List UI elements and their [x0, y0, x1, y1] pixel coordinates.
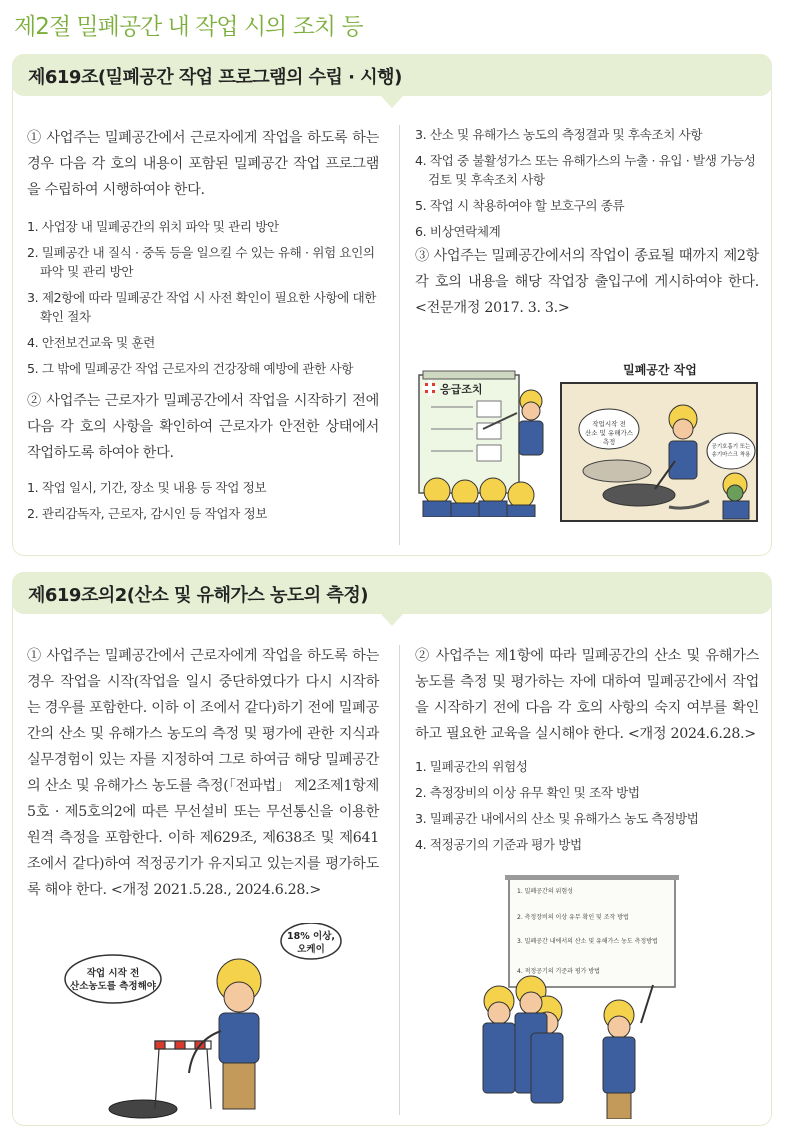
list-item: 4. 적정공기의 기준과 평가 방법	[415, 837, 582, 852]
board-title: 응급조치	[440, 383, 483, 396]
list-item: 5. 작업 시 착용하여야 할 보호구의 종류	[415, 198, 625, 213]
board-item: 2. 측정장비의 이상 유무 확인 및 조작 방법	[517, 914, 629, 921]
list-item: 3. 밀폐공간 내에서의 산소 및 유해가스 농도 측정방법	[415, 811, 699, 826]
svg-text:송기마스크 착용: 송기마스크 착용	[711, 452, 751, 458]
list-item: 1. 작업 일시, 기간, 장소 및 내용 등 작업 정보	[27, 480, 267, 495]
article-619-right-column	[415, 125, 759, 321]
svg-text:산소 및 유해가스: 산소 및 유해가스	[584, 429, 634, 437]
svg-text:산소농도를 측정해야: 산소농도를 측정해야	[70, 981, 156, 992]
emergency-briefing-illustration	[413, 367, 553, 517]
svg-text:측정: 측정	[602, 438, 616, 446]
oxygen-measurement-illustration	[63, 923, 363, 1119]
list-item: 2. 밀폐공간 내 질식 · 중독 등을 일으킬 수 있는 유해 · 위험 요인의 파악 및 관리 방안	[27, 245, 375, 279]
article-619-heading: 제619조(밀폐공간 작업 프로그램의 수립 · 시행)	[28, 67, 402, 88]
article-619-2-card	[12, 572, 772, 1126]
article-619-list2a	[27, 478, 379, 523]
article-619-2-para1: ① 사업주는 밀폐공간에서 근로자에게 작업을 하도록 하는 경우 작업을 시작(작업을 일시 중단하였다가 다시 시작하는 경우를 포함한다. 이하 이 조에서 같다)하기 전에 밀폐공간의 산소 및 유해가스 농도의 측정 및 평가에 관한 지식과 실무경험이 있는 자를 지정하여 그로 하여금 해당 밀폐공간의 산소 및 유해가스 농도를 측정(「전파법」 제2조제1항제5호 · 제5호의2에 따른 무선설비 또는 무선통신을 이용한 원격 측정을 포함한다. 이하 제629조, 제638조 및 제641조에서 같다)하여 적정공기가 유지되고 있는지를 평가하도록 해야 한다. <개정 2021.5.28., 2024.6.28.>	[27, 648, 379, 898]
board-item: 1. 밀폐공간의 위험성	[517, 888, 573, 895]
article-619-2-para2: ② 사업주는 제1항에 따라 밀폐공간의 산소 및 유해가스 농도를 측정 및 평가하는 자에 대하여 밀폐공간에서 작업을 시작하기 전에 다음 각 호의 사항의 숙지 여부를 확인하고 필요한 교육을 실시해야 한다. <개정 2024.6.28.>	[415, 648, 759, 742]
article-619-header	[12, 54, 772, 96]
article-619-card	[12, 54, 772, 556]
illustration-title: 밀폐공간 작업	[623, 363, 697, 377]
list-item: 5. 그 밖에 밀폐공간 작업 근로자의 건강장해 예방에 관한 사항	[27, 361, 354, 376]
article-619-para3: ③ 사업주는 밀폐공간에서의 작업이 종료될 때까지 제2항 각 호의 내용을 해당 작업장 출입구에 게시하여야 한다. <전문개정 2017. 3. 3.>	[415, 248, 759, 316]
article-619-2-list	[415, 757, 759, 854]
board-item: 3. 밀폐공간 내에서의 산소 및 유해가스 농도 측정방법	[517, 938, 658, 945]
column-divider	[399, 125, 400, 545]
list-item: 3. 제2항에 따라 밀폐공간 작업 시 사전 확인이 필요한 사항에 대한 확인 절차	[27, 290, 376, 324]
list-item: 2. 관리감독자, 근로자, 감시인 등 작업자 정보	[27, 506, 268, 521]
svg-text:오케이: 오케이	[297, 944, 325, 955]
svg-text:작업시작 전: 작업시작 전	[592, 420, 626, 428]
training-board-illustration	[469, 873, 689, 1119]
article-619-2-header	[12, 572, 772, 614]
svg-text:작업 시작 전: 작업 시작 전	[86, 968, 140, 979]
article-619-para2: ② 사업주는 근로자가 밀폐공간에서 작업을 시작하기 전에 다음 각 호의 사항을 확인하여 근로자가 안전한 상태에서 작업하도록 하여야 한다.	[27, 393, 379, 461]
list-item: 6. 비상연락체계	[415, 224, 501, 239]
article-619-left-column	[27, 125, 379, 523]
list-item: 2. 측정장비의 이상 유무 확인 및 조작 방법	[415, 785, 640, 800]
list-item: 4. 작업 중 불활성가스 또는 유해가스의 누출 · 유입 · 발생 가능성 검토 및 후속조치 사항	[415, 153, 756, 187]
svg-text:공기호흡기 또는: 공기호흡기 또는	[711, 444, 751, 450]
article-619-para1: ① 사업주는 밀폐공간에서 근로자에게 작업을 하도록 하는 경우 다음 각 호의 내용이 포함된 밀폐공간 작업 프로그램을 수립하여 시행하여야 한다.	[27, 130, 379, 198]
article-619-2-left-column	[27, 643, 379, 903]
article-619-2-right-column	[415, 643, 759, 854]
article-619-list2b	[415, 125, 759, 241]
section-title: 제2절 밀폐공간 내 작업 시의 조치 등	[14, 14, 363, 40]
article-619-2-heading: 제619조의2(산소 및 유해가스 농도의 측정)	[28, 585, 368, 606]
list-item: 4. 안전보건교육 및 훈련	[27, 335, 155, 350]
list-item: 1. 밀폐공간의 위험성	[415, 759, 528, 774]
article-619-list1	[27, 217, 379, 378]
board-item: 4. 적정공기의 기준과 평가 방법	[517, 968, 600, 975]
column-divider	[399, 645, 400, 1115]
confined-space-work-illustration	[559, 361, 761, 523]
list-item: 3. 산소 및 유해가스 농도의 측정결과 및 후속조치 사항	[415, 127, 703, 142]
list-item: 1. 사업장 내 밀폐공간의 위치 파악 및 관리 방안	[27, 219, 279, 234]
svg-text:18% 이상,: 18% 이상,	[286, 931, 336, 942]
